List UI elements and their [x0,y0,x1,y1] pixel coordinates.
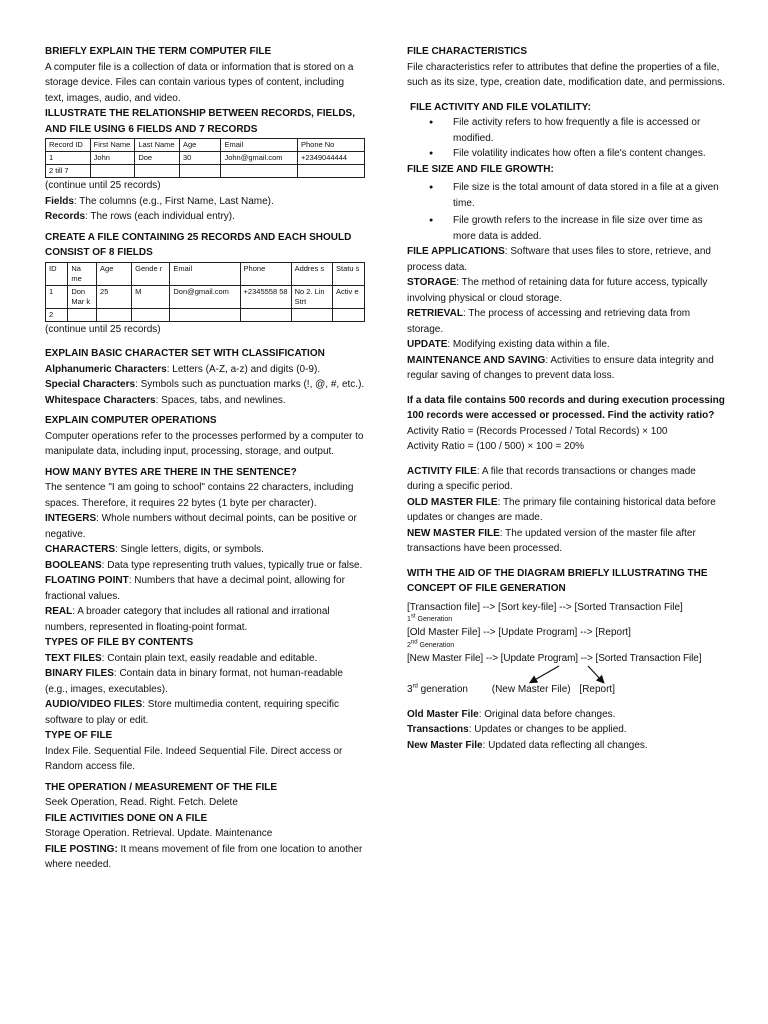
generation-3-suffix: rd [412,683,418,690]
generation-1-word: Generation [415,616,453,623]
audio-video-definition [45,697,365,728]
generation-3-report: [Report] [579,684,615,695]
table-cell [132,308,170,321]
update-term: UPDATE [407,339,448,350]
table-cell [97,308,132,321]
table-cell [170,308,240,321]
generation-2-number: 2 [407,641,411,649]
table-cell: No 2. Lin Strt [291,285,332,308]
file-characteristics-definition: File characteristics refer to attributes that define the properties of a file, such as its size, type, creation date, modification date, and permissions. [407,61,725,88]
special-definition [45,377,365,393]
generation-3-label [407,684,468,695]
table-cell [90,165,135,178]
table-cell: M [132,285,170,308]
table-cell: 2 till 7 [46,165,91,178]
table-cell: Doe [135,152,180,165]
table-cell: 2 [46,308,68,321]
old-master-file-text: : The primary file containing historical data before updates or changes are made. [407,496,716,523]
table-cell [333,308,365,321]
heading-types-by-contents: TYPES OF FILE BY CONTENTS [45,637,194,648]
table-header-row [46,262,365,285]
maintenance-text: : Activities to ensure data integrity and regular saving of changes to prevent data loss. [407,354,714,381]
integers-text: : Whole numbers without decimal points, can be positive or negative. [45,513,357,540]
text-files-definition [45,651,365,667]
whitespace-term: Whitespace Characters [45,394,156,406]
characters-definition [45,542,365,558]
summary-old-master-file-text: : Original data before changes. [478,708,616,720]
table-cell [240,308,291,321]
left-column [45,44,365,873]
heading-file-characteristics: FILE CHARACTERISTICS [407,46,527,57]
activity-ratio-formula: Activity Ratio = (Records Processed / Total Records) × 100 [407,425,668,437]
table-header-cell: Statu s [333,262,365,285]
booleans-text: : Data type representing truth values, typically true or false. [101,559,363,571]
bytes-answer: The sentence "I am going to school" contains 22 characters, including spaces. Therefore, it requires 22 bytes (1 byte per character). [45,482,354,509]
table-cell [135,165,180,178]
maintenance-definition [407,353,725,384]
floating-point-text: : Numbers that have a decimal point, allowing for fractional values. [45,575,345,602]
records-text: : The rows (each individual entry). [85,211,235,222]
table-cell: Don Mar k [68,285,97,308]
binary-files-term: BINARY FILES [45,668,114,679]
file-posting-text: It means movement of file from one location to another where needed. [45,843,363,870]
table-cell: 1 [46,285,68,308]
integers-term: INTEGERS [45,513,97,524]
summary-old-master-file [407,707,725,723]
whitespace-definition [45,393,365,409]
booleans-definition [45,558,365,574]
records-fields-table [45,138,365,178]
activity-file-definition [407,464,725,495]
table-cell [68,308,97,321]
summary-transactions-text: : Updates or changes to be applied. [468,724,627,735]
audio-video-text: : Store multimedia content, requiring specific software to play or edit. [45,699,339,726]
table-row [46,165,365,178]
list-item: ● File activity refers to how frequently a file is accessed or modified. [453,115,725,146]
integers-definition [45,511,365,542]
file-applications-definition [407,244,725,275]
arrow-to-new-master-file [531,666,559,682]
storage-text: : The method of retaining data for future access, typically involving physical or cloud storage. [407,277,708,304]
real-text: : A broader category that includes all rational and irrational numbers, represented in floating-point format. [45,606,330,633]
heading-operations: EXPLAIN COMPUTER OPERATIONS [45,415,217,426]
heading-relationship: ILLUSTRATE THE RELATIONSHIP BETWEEN RECORDS, FIELDS, AND FILE USING 6 FIELDS AND 7 RECORDS [45,108,356,135]
operations-definition: Computer operations refer to the processes performed by a computer to manipulate data, including input, processing, storage, and output. [45,430,364,457]
update-definition [407,337,725,353]
table-cell: 25 [97,285,132,308]
new-master-file-term: NEW MASTER FILE [407,527,500,539]
storage-definition [407,275,725,306]
computer-file-definition: A computer file is a collection of data or information that is stored on a storage device. Files can contain various types of content, including text, images, audio, and video. [45,61,354,104]
table-cell: 30 [179,152,220,165]
table-cell: John [90,152,135,165]
generation-3-number: 3 [407,684,413,695]
fields-text: : The columns (e.g., First Name, Last Name). [73,195,274,207]
retrieval-text: : The process of accessing and retrieving data from storage. [407,308,691,335]
table-row [46,308,365,321]
table-header-cell: Gende r [132,262,170,285]
floating-point-term: FLOATING POINT [45,575,129,586]
file-posting-definition [45,842,365,873]
activity-file-term: ACTIVITY FILE [407,465,477,477]
table-row [46,285,365,308]
generation-1-label [407,615,725,625]
right-column [407,44,725,753]
list-item: ● File size is the total amount of data stored in a file at a given time. [453,180,725,211]
table-header-cell: Age [179,139,220,152]
diagram-line-2: [Old Master File] --> [Update Program] --> [Report] [407,627,631,638]
old-master-file-term: OLD MASTER FILE [407,496,498,508]
table-header-cell: First Name [90,139,135,152]
generation-1-number: 1 [407,616,411,623]
table-header-cell: Addres s [291,262,332,285]
fields-term: Fields [45,195,74,207]
old-master-file-definition [407,495,725,526]
records-term: Records [45,211,86,222]
text-files-term: TEXT FILES [45,652,102,664]
table-header-cell: Record ID [46,139,91,152]
table-header-cell: Last Name [135,139,180,152]
retrieval-term: RETRIEVAL [407,308,463,319]
list-item: ● File growth refers to the increase in file size over time as more data is added. [453,213,725,244]
type-of-file-list: Index File. Sequential File. Indeed Sequential File. Direct access or Random access file. [45,745,343,772]
summary-transactions [407,722,725,738]
generation-2-word: Generation [417,641,455,649]
file-applications-term: FILE APPLICATIONS [407,246,505,257]
heading-file-activities: FILE ACTIVITIES DONE ON A FILE [45,812,208,824]
summary-old-master-file-term: Old Master File [407,708,479,720]
list-item: ● File volatility indicates how often a file's content changes. [453,146,725,162]
generation-1-suffix: st [410,613,416,620]
table-cell: John@gmail.com [221,152,298,165]
real-term: REAL [45,606,73,617]
heading-operation-measurement: THE OPERATION / MEASUREMENT OF THE FILE [45,781,278,793]
generation-3-row [407,682,725,698]
table-header-cell: ID [46,262,68,285]
activity-volatility-list [407,115,725,162]
binary-files-text: : Contain data in binary format, not human-readable (e.g., images, executables). [45,668,343,695]
whitespace-text: : Spaces, tabs, and newlines. [155,394,286,406]
booleans-term: BOOLEANS [45,559,102,571]
table-cell: +2349044444 [297,152,364,165]
file-posting-term: FILE POSTING: [45,843,118,855]
table-row [46,152,365,165]
alphanumeric-term: Alphanumeric Characters [45,363,167,375]
diagram-line-3: [New Master File] --> [Update Program] --> [Sorted Transaction File] [407,652,702,664]
table-cell: 1 [46,152,91,165]
retrieval-definition [407,306,725,337]
text-files-text: : Contain plain text, easily readable and editable. [101,652,318,664]
activity-file-text: : A file that records transactions or changes made during a specific period. [407,465,696,492]
fields-definition [45,194,365,210]
generation-2-label [407,641,725,651]
heading-charset: EXPLAIN BASIC CHARACTER SET WITH CLASSIFICATION [45,348,325,359]
storage-term: STORAGE [407,277,457,288]
heading-size-growth: FILE SIZE AND FILE GROWTH: [407,163,554,175]
summary-new-master-file-text: : Updated data reflecting all changes. [482,739,648,751]
records-definition [45,209,365,225]
maintenance-term: MAINTENANCE AND SAVING [407,354,546,366]
characters-text: : Single letters, digits, or symbols. [115,544,264,555]
arrow-to-report [588,666,603,682]
real-definition [45,604,365,635]
table-header-cell: Phone No [297,139,364,152]
heading-type-of-file: TYPE OF FILE [45,730,113,741]
size-growth-list [407,180,725,244]
continue-note: (continue until 25 records) [45,323,161,335]
diagram-line-1: [Transaction file] --> [Sort key-file] --> [Sorted Transaction File] [407,601,683,613]
file-generation-diagram [407,600,725,698]
continue-note: (continue until 25 records) [45,180,161,191]
table-cell [179,165,220,178]
generation-2-suffix: nd [410,639,418,646]
table-cell: Don@gmail.com [170,285,240,308]
new-master-file-text: : The updated version of the master file after transactions have been processed. [407,527,696,554]
heading-computer-file: BRIEFLY EXPLAIN THE TERM COMPUTER FILE [45,46,272,57]
activity-ratio-result: Activity Ratio = (100 / 500) × 100 = 20% [407,441,585,452]
special-text: : Symbols such as punctuation marks (!, @, #, etc.). [135,379,365,390]
generation-3-word: generation [417,684,468,695]
table-cell: Activ e [333,285,365,308]
activity-ratio-question: If a data file contains 500 records and during execution processing 100 records were accessed or processed. Find the activity ratio? [407,394,725,421]
eight-fields-table [45,262,365,322]
table-header-cell: Age [97,262,132,285]
table-header-row [46,139,365,152]
alphanumeric-definition [45,362,365,378]
table-cell [221,165,298,178]
new-master-file-definition [407,526,725,557]
heading-create-file: CREATE A FILE CONTAINING 25 RECORDS AND EACH SHOULD CONSIST OF 8 FIELDS [45,231,352,258]
summary-transactions-term: Transactions [407,724,469,735]
generation-3-new-master-file: (New Master File) [491,684,571,695]
summary-new-master-file [407,738,725,754]
binary-files-definition [45,666,365,697]
table-header-cell: Email [170,262,240,285]
heading-file-generation: WITH THE AID OF THE DIAGRAM BRIEFLY ILLUSTRATING THE CONCEPT OF FILE GENERATION [407,567,708,594]
floating-point-definition [45,573,365,604]
table-header-cell: Email [221,139,298,152]
table-cell [291,308,332,321]
file-activities-list: Storage Operation. Retrieval. Update. Maintenance [45,828,273,839]
audio-video-term: AUDIO/VIDEO FILES [45,699,143,710]
special-term: Special Characters [45,379,136,390]
table-header-cell: Phone [240,262,291,285]
table-cell [297,165,364,178]
characters-term: CHARACTERS [45,544,115,555]
update-text: : Modifying existing data within a file. [447,339,610,350]
alphanumeric-text: : Letters (A-Z, a-z) and digits (0-9). [166,363,321,375]
heading-activity-volatility: FILE ACTIVITY AND FILE VOLATILITY: [410,101,591,113]
file-applications-text: : Software that uses files to store, retrieve, and process data. [407,246,711,273]
heading-bytes: HOW MANY BYTES ARE THERE IN THE SENTENCE? [45,466,297,478]
table-cell: +2345558 58 [240,285,291,308]
table-header-cell: Na me [68,262,97,285]
summary-new-master-file-term: New Master File [407,739,483,751]
operation-measurement-list: Seek Operation, Read. Right. Fetch. Delete [45,797,238,808]
